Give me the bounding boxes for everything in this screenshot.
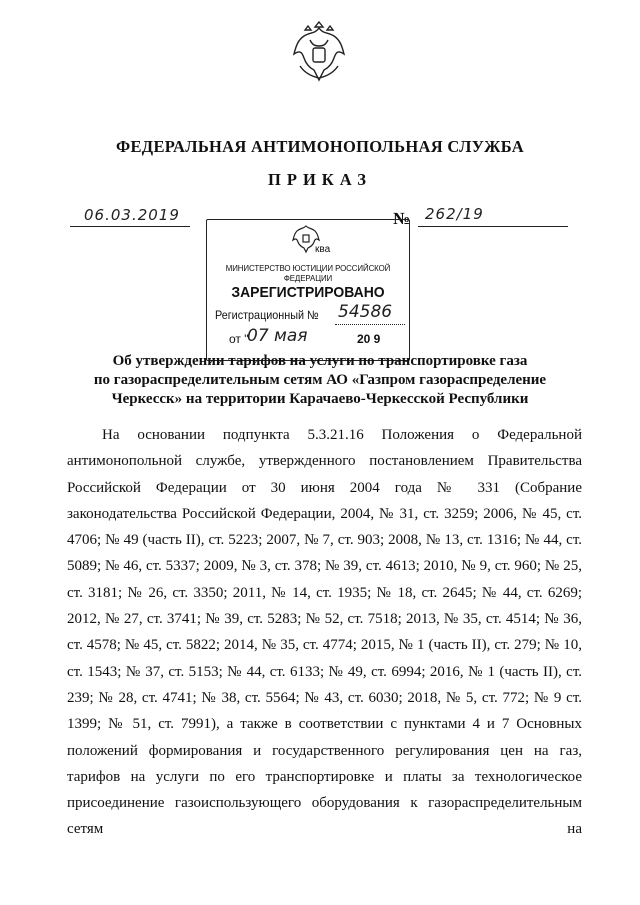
stamp-registered: ЗАРЕГИСТРИРОВАНО (231, 284, 385, 301)
number-underline (418, 226, 568, 227)
title-line: Черкесск» на территории Карачаево-Черкесской Республики (111, 391, 529, 407)
stamp-date-handwritten: 07 мая (247, 326, 308, 346)
coat-of-arms-emblem (288, 20, 350, 88)
number-sign: № (393, 209, 411, 228)
agency-name: ФЕДЕРАЛЬНАЯ АНТИМОНОПОЛЬНАЯ СЛУЖБА (116, 137, 524, 156)
title-line: по газораспределительным сетям АО «Газпром газораспределение (93, 372, 547, 388)
stamp-reg-number-label: Регистрационный № (215, 308, 319, 322)
stamp-year: 20 9 (357, 332, 381, 346)
body-paragraph: На основании подпункта 5.3.21.16 Положения о Федеральной антимонопольной службе, утвержденного постановлением Правительства Российской Федерации от 30 июня 2004 года № 331 (Собрание законодательства Российской Федерации, 2004, № 31, ст. 3259; 2006, № 45, ст. 4706; № 49 (часть II), ст. 5223; 2007, № 7, ст. 903; 2008, № 13, ст. 1316; № 44, ст. 5089; № 46, ст. 5337; 2009, № 3, ст. 378; № 39, ст. 4613; 2010, № 9, ст. 960; № 25, ст. 3181; № 26, ст. 3350; 2011, № 14, ст. 1935; № 18, ст. 2645; № 44, ст. 6269; 2012, № 27, ст. 3741; № 39, ст. 5283; № 52, ст. 7518; 2013, № 35, ст. 4514; № 36, ст. 4578; № 45, ст. 5822; 2014, № 35, ст. 4774; 2015, № 1 (часть II), ст. 279; № 10, ст. 1543; № 37, ст. 5153; № 44, ст. 6133; № 49, ст. 6994; 2016, № 1 (часть II), ст. 239; № 28, ст. 4741; № 38, ст. 5564; № 43, ст. 6030; 2018, № 5, ст. 772; № 9 ст. 1399; № 51, ст. 7991), а также в соответствии с пунктами 4 и 7 Основных положений формирования и государственного регулирования цен на газ, тарифов на услуги по его транспортировке и платы за технологическое присоединение газоиспользующего оборудования к газораспределительным сетям на (67, 427, 582, 838)
stamp-reg-number-handwritten: 54586 (338, 302, 393, 322)
order-date-handwritten: 06.03.2019 (84, 206, 180, 224)
title-line: Об утверждении тарифов на услуги по транспортировке газа (112, 353, 528, 369)
stamp-abbreviation: ква (315, 244, 331, 255)
stamp-from-label: от " (229, 332, 249, 346)
stamp-reg-number-underline (335, 324, 405, 325)
registration-stamp (206, 219, 410, 361)
document-body (67, 422, 582, 843)
document-title (60, 352, 580, 409)
stamp-ministry: МИНИСТЕРСТВО ЮСТИЦИИ РОССИЙСКОЙ ФЕДЕРАЦИИ (225, 263, 391, 283)
date-underline (70, 226, 190, 227)
order-number-handwritten: 262/19 (425, 205, 484, 223)
document-type: ПРИКАЗ (268, 170, 372, 189)
